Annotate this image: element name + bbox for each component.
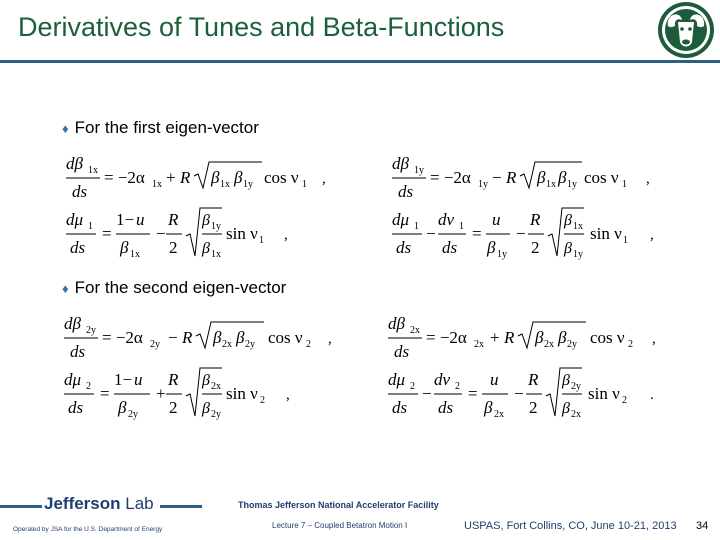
diamond-bullet-icon: ♦ bbox=[62, 121, 69, 136]
svg-text:dβ: dβ bbox=[64, 314, 81, 333]
svg-text:β: β bbox=[558, 328, 567, 347]
svg-text:−: − bbox=[422, 384, 432, 403]
svg-text:β: β bbox=[484, 398, 493, 417]
svg-text:1y: 1y bbox=[243, 179, 253, 190]
svg-text:1: 1 bbox=[459, 221, 464, 232]
svg-text:β: β bbox=[487, 238, 496, 257]
svg-text:R: R bbox=[182, 328, 193, 347]
svg-text:2: 2 bbox=[529, 398, 538, 417]
svg-text:=: = bbox=[472, 224, 482, 243]
svg-text:1: 1 bbox=[623, 235, 628, 246]
svg-text:−: − bbox=[514, 384, 524, 403]
svg-text:2x: 2x bbox=[410, 325, 420, 336]
eq5-comma: , bbox=[328, 331, 332, 347]
svg-text:u: u bbox=[490, 370, 499, 389]
svg-text:2y: 2y bbox=[571, 381, 581, 392]
svg-text:β: β bbox=[118, 398, 127, 417]
svg-text:1x: 1x bbox=[211, 249, 221, 260]
svg-text:−: − bbox=[426, 224, 436, 243]
svg-text:β: β bbox=[562, 400, 570, 417]
svg-text:2x: 2x bbox=[544, 339, 554, 350]
svg-text:R: R bbox=[530, 210, 541, 229]
svg-text:= −2α: = −2α bbox=[104, 168, 145, 187]
slide-title: Derivatives of Tunes and Beta-Functions bbox=[18, 12, 505, 42]
svg-text:dβ: dβ bbox=[388, 314, 405, 333]
svg-text:cos ν: cos ν bbox=[584, 168, 619, 187]
svg-text:β: β bbox=[564, 240, 572, 257]
svg-text:β: β bbox=[234, 168, 243, 187]
svg-text:1: 1 bbox=[302, 179, 307, 190]
svg-text:2: 2 bbox=[306, 339, 311, 350]
svg-text:dν: dν bbox=[438, 210, 455, 229]
csu-ram-logo-icon bbox=[656, 0, 716, 60]
svg-text:sin ν: sin ν bbox=[590, 224, 622, 243]
svg-text:2y: 2y bbox=[567, 339, 577, 350]
eq4-comma: , bbox=[650, 227, 654, 243]
svg-text:dμ: dμ bbox=[64, 370, 82, 389]
svg-text:=: = bbox=[102, 224, 112, 243]
svg-text:ds: ds bbox=[70, 238, 86, 257]
equation-dbeta2y bbox=[64, 310, 340, 364]
svg-text:1y: 1y bbox=[497, 249, 507, 260]
svg-text:−: − bbox=[492, 168, 502, 187]
svg-text:1: 1 bbox=[259, 235, 264, 246]
svg-text:2y: 2y bbox=[128, 409, 138, 420]
jefferson-lab-name: Jefferson bbox=[44, 494, 121, 513]
bullet-first-text: For the first eigen-vector bbox=[74, 118, 259, 137]
svg-text:R: R bbox=[180, 168, 191, 187]
svg-text:2: 2 bbox=[86, 381, 91, 392]
svg-text:2: 2 bbox=[531, 238, 540, 257]
svg-text:1y: 1y bbox=[567, 179, 577, 190]
facility-name: Thomas Jefferson National Accelerator Facility bbox=[238, 500, 439, 510]
bullet-second-eigenvector bbox=[62, 278, 286, 298]
svg-text:cos ν: cos ν bbox=[590, 328, 625, 347]
svg-text:R: R bbox=[528, 370, 539, 389]
svg-text:β: β bbox=[120, 238, 129, 257]
svg-text:2y: 2y bbox=[245, 339, 255, 350]
svg-text:β: β bbox=[202, 400, 210, 417]
svg-text:R: R bbox=[506, 168, 517, 187]
svg-text:1−: 1− bbox=[114, 370, 133, 389]
equation-dmu1-dnu1 bbox=[392, 206, 662, 262]
svg-text:2y: 2y bbox=[211, 409, 221, 420]
equation-dmu2-dnu2 bbox=[388, 366, 664, 422]
svg-text:β: β bbox=[211, 168, 220, 187]
svg-text:R: R bbox=[168, 210, 179, 229]
svg-text:R: R bbox=[504, 328, 515, 347]
svg-text:2x: 2x bbox=[211, 381, 221, 392]
svg-text:2: 2 bbox=[628, 339, 633, 350]
svg-text:1: 1 bbox=[622, 179, 627, 190]
svg-text:1−: 1− bbox=[116, 210, 135, 229]
svg-text:= −2α: = −2α bbox=[430, 168, 471, 187]
svg-text:2: 2 bbox=[260, 395, 265, 406]
svg-text:2x: 2x bbox=[494, 409, 504, 420]
svg-text:2: 2 bbox=[410, 381, 415, 392]
eq2-comma: , bbox=[646, 171, 650, 187]
svg-text:ds: ds bbox=[72, 182, 88, 201]
eq8-period: . bbox=[650, 387, 654, 403]
svg-text:cos ν: cos ν bbox=[268, 328, 303, 347]
svg-text:1x: 1x bbox=[220, 179, 230, 190]
svg-text:β: β bbox=[202, 372, 210, 389]
svg-text:ds: ds bbox=[70, 342, 86, 361]
svg-text:1y: 1y bbox=[414, 165, 424, 176]
svg-text:2x: 2x bbox=[571, 409, 581, 420]
footer-rule-left bbox=[0, 505, 42, 508]
svg-text:cos ν: cos ν bbox=[264, 168, 299, 187]
lecture-title: Lecture 7 – Coupled Betatron Motion I bbox=[272, 521, 408, 530]
svg-text:β: β bbox=[537, 168, 546, 187]
svg-text:ds: ds bbox=[396, 238, 412, 257]
svg-text:ds: ds bbox=[442, 238, 458, 257]
svg-text:−: − bbox=[156, 224, 166, 243]
page-number: 34 bbox=[696, 520, 709, 532]
svg-text:ds: ds bbox=[438, 398, 454, 417]
svg-text:−: − bbox=[516, 224, 526, 243]
svg-text:2: 2 bbox=[455, 381, 460, 392]
svg-text:β: β bbox=[202, 240, 210, 257]
svg-text:+: + bbox=[490, 328, 500, 347]
eq3-comma: , bbox=[284, 227, 288, 243]
svg-text:R: R bbox=[168, 370, 179, 389]
eq6-comma: , bbox=[652, 331, 656, 347]
svg-text:2x: 2x bbox=[474, 339, 484, 350]
svg-text:dν: dν bbox=[434, 370, 451, 389]
svg-text:β: β bbox=[236, 328, 245, 347]
svg-text:ds: ds bbox=[392, 398, 408, 417]
svg-text:=: = bbox=[468, 384, 478, 403]
svg-text:dμ: dμ bbox=[392, 210, 410, 229]
svg-text:1x: 1x bbox=[130, 249, 140, 260]
eq7-comma: , bbox=[286, 387, 290, 403]
svg-text:1: 1 bbox=[88, 221, 93, 232]
svg-text:1x: 1x bbox=[88, 165, 98, 176]
svg-text:1y: 1y bbox=[478, 179, 488, 190]
svg-text:2: 2 bbox=[169, 398, 178, 417]
svg-text:1: 1 bbox=[414, 221, 419, 232]
jefferson-lab-suffix: Lab bbox=[125, 494, 154, 513]
svg-text:β: β bbox=[564, 212, 572, 229]
svg-text:+: + bbox=[156, 384, 166, 403]
svg-text:1y: 1y bbox=[573, 249, 583, 260]
svg-text:2y: 2y bbox=[150, 339, 160, 350]
svg-text:2y: 2y bbox=[86, 325, 96, 336]
svg-text:ds: ds bbox=[398, 182, 414, 201]
svg-text:2: 2 bbox=[169, 238, 178, 257]
svg-text:+: + bbox=[166, 168, 176, 187]
svg-text:sin ν: sin ν bbox=[226, 224, 258, 243]
bullet-first-eigenvector bbox=[62, 118, 259, 138]
jefferson-lab-logo bbox=[44, 494, 154, 514]
eq1-comma: , bbox=[322, 171, 326, 187]
svg-text:dβ: dβ bbox=[392, 154, 409, 173]
bullet-second-text: For the second eigen-vector bbox=[74, 278, 287, 297]
svg-text:ds: ds bbox=[68, 398, 84, 417]
svg-text:β: β bbox=[202, 212, 210, 229]
svg-text:= −2α: = −2α bbox=[426, 328, 467, 347]
svg-text:2x: 2x bbox=[222, 339, 232, 350]
svg-text:sin ν: sin ν bbox=[226, 384, 258, 403]
svg-text:dμ: dμ bbox=[388, 370, 406, 389]
equation-dbeta1y bbox=[392, 150, 662, 204]
equation-dmu1 bbox=[66, 206, 306, 262]
svg-text:u: u bbox=[492, 210, 501, 229]
svg-text:1y: 1y bbox=[211, 221, 221, 232]
svg-text:−: − bbox=[168, 328, 178, 347]
svg-text:1x: 1x bbox=[573, 221, 583, 232]
svg-text:1x: 1x bbox=[546, 179, 556, 190]
svg-text:= −2α: = −2α bbox=[102, 328, 143, 347]
svg-text:1x: 1x bbox=[152, 179, 162, 190]
svg-text:dμ: dμ bbox=[66, 210, 84, 229]
diamond-bullet-icon: ♦ bbox=[62, 281, 69, 296]
svg-text:ds: ds bbox=[394, 342, 410, 361]
equation-dbeta2x bbox=[388, 310, 664, 364]
title-divider bbox=[0, 60, 720, 63]
svg-text:β: β bbox=[535, 328, 544, 347]
svg-text:β: β bbox=[562, 372, 570, 389]
operated-by-text: Operated by JSA for the U.S. Department of Energy bbox=[13, 526, 163, 533]
equation-dbeta1x bbox=[66, 150, 336, 204]
svg-text:u: u bbox=[136, 210, 145, 229]
course-info: USPAS, Fort Collins, CO, June 10-21, 2013 bbox=[464, 520, 677, 532]
svg-text:β: β bbox=[558, 168, 567, 187]
svg-text:β: β bbox=[213, 328, 222, 347]
svg-text:2: 2 bbox=[622, 395, 627, 406]
footer-rule-right bbox=[160, 505, 202, 508]
svg-text:=: = bbox=[100, 384, 110, 403]
equation-dmu2 bbox=[64, 366, 304, 422]
svg-text:sin ν: sin ν bbox=[588, 384, 620, 403]
svg-text:dβ: dβ bbox=[66, 154, 83, 173]
svg-text:u: u bbox=[134, 370, 143, 389]
